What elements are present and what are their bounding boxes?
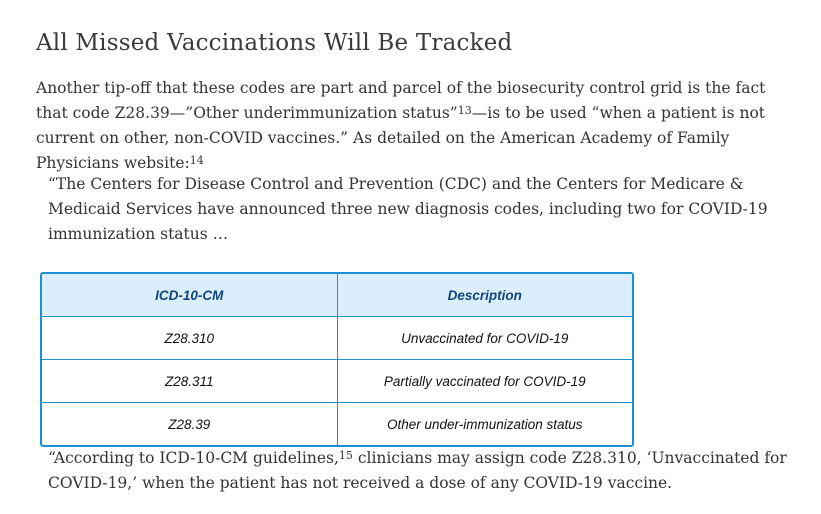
description-cell: Partially vaccinated for COVID-19 — [337, 360, 632, 403]
paragraph-text-2: —is to be used “when a patient is not current on other, non-COVID vaccines.” As detailed on the American Academy of Family Physicians website: — [36, 104, 766, 172]
table-row — [42, 360, 632, 403]
code-cell: Z28.310 — [42, 317, 337, 360]
table-row — [42, 317, 632, 360]
table-row — [42, 403, 632, 446]
quote2-text-2: clinicians may assign code Z28.310, ‘Unvaccinated for COVID-19,’ when the patient has not received a dose of any COVID-19 vaccine. — [48, 449, 787, 492]
column-header-code: ICD-10-CM — [42, 274, 337, 317]
blockquote-intro: “The Centers for Disease Control and Prevention (CDC) and the Centers for Medicare & Medicaid Services have announced three new diagnosis codes, including two for COVID-19 immunization status … — [48, 175, 768, 243]
code-cell: Z28.39 — [42, 403, 337, 446]
description-cell: Unvaccinated for COVID-19 — [337, 317, 632, 360]
blockquote-guidelines — [48, 446, 788, 496]
footnote-link-13[interactable]: 13 — [457, 104, 472, 117]
paragraph-text-1: Another tip-off that these codes are part and parcel of the biosecurity control grid is the fact that code Z28.39—”Other underimmunization status” — [36, 79, 766, 122]
code-cell: Z28.311 — [42, 360, 337, 403]
description-cell: Other under-immunization status — [337, 403, 632, 446]
section-heading: All Missed Vaccinations Will Be Tracked — [36, 30, 513, 56]
footnote-link-14[interactable]: 14 — [189, 154, 204, 167]
body-paragraph — [36, 76, 796, 176]
column-header-description: Description — [337, 274, 632, 317]
footnote-link-15[interactable]: 15 — [338, 449, 353, 462]
icd-codes-table — [40, 272, 634, 447]
quote2-text-1: “According to ICD-10-CM guidelines, — [48, 449, 339, 467]
table-header-row — [42, 274, 632, 317]
